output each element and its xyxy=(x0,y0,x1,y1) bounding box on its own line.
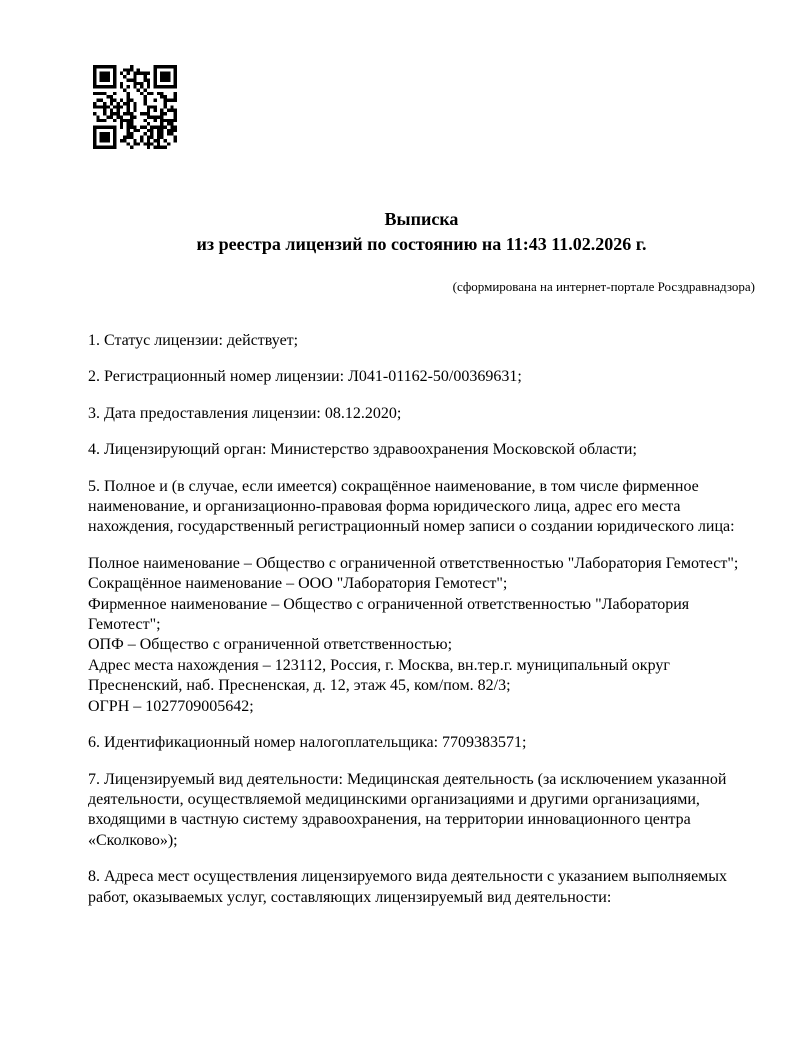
paragraph-line: ОПФ – Общество с ограниченной ответственностью; xyxy=(88,636,453,654)
paragraph: 7. Лицензируемый вид деятельности: Медицинская деятельность (за исключением указанной деятельности, осуществляемой медицинскими организациями и другими организациями, входящими в частную систему здравоохранения, на территории инновационного центра «Сколково»); xyxy=(88,770,727,849)
paragraph: 4. Лицензирующий орган: Министерство здравоохранения Московской области; xyxy=(88,441,637,459)
document-content xyxy=(88,0,755,908)
title-line-2: из реестра лицензий по состоянию на 11:43 11.02.2026 г. xyxy=(196,234,647,254)
document-title xyxy=(88,207,755,257)
paragraph-line: Сокращённое наименование – ООО "Лаборатория Гемотест"; xyxy=(88,575,508,593)
paragraph-line: Адрес места нахождения – 123112, Россия, г. Москва, вн.тер.г. муниципальный округ Пресненский, наб. Пресненская, д. 12, этаж 45, ком/пом. 82/3; xyxy=(88,656,670,695)
paragraph: 8. Адреса мест осуществления лицензируемого вида деятельности с указанием выполняемых работ, оказываемых услуг, составляющих лицензируемый вид деятельности: xyxy=(88,868,728,906)
generated-on-portal-note: (сформирована на интернет-портале Росздравнадзора) xyxy=(452,279,755,294)
paragraph-line: Полное наименование – Общество с ограниченной ответственностью "Лаборатория Гемотест"; xyxy=(88,554,739,572)
title-line-1: Выписка xyxy=(384,209,459,229)
paragraph: 6. Идентификационный номер налогоплательщика: 7709383571; xyxy=(88,734,527,752)
paragraph: 3. Дата предоставления лицензии: 08.12.2020; xyxy=(88,404,402,422)
paragraph: 5. Полное и (в случае, если имеется) сокращённое наименование, в том числе фирменное наименование, и организационно-правовая форма юридического лица, адрес его места нахождения, государственный регистрационный номер записи о создании юридического лица: xyxy=(88,477,735,536)
paragraph-line: Фирменное наименование – Общество с ограниченной ответственностью "Лаборатория Гемотест"; xyxy=(88,595,690,634)
paragraph-name-block xyxy=(88,554,755,717)
document-paragraphs xyxy=(88,331,755,908)
paragraph: 2. Регистрационный номер лицензии: Л041-01162-50/00369631; xyxy=(88,368,522,386)
paragraph: 1. Статус лицензии: действует; xyxy=(88,332,299,349)
paragraph-line: ОГРН – 1027709005642; xyxy=(88,697,254,715)
